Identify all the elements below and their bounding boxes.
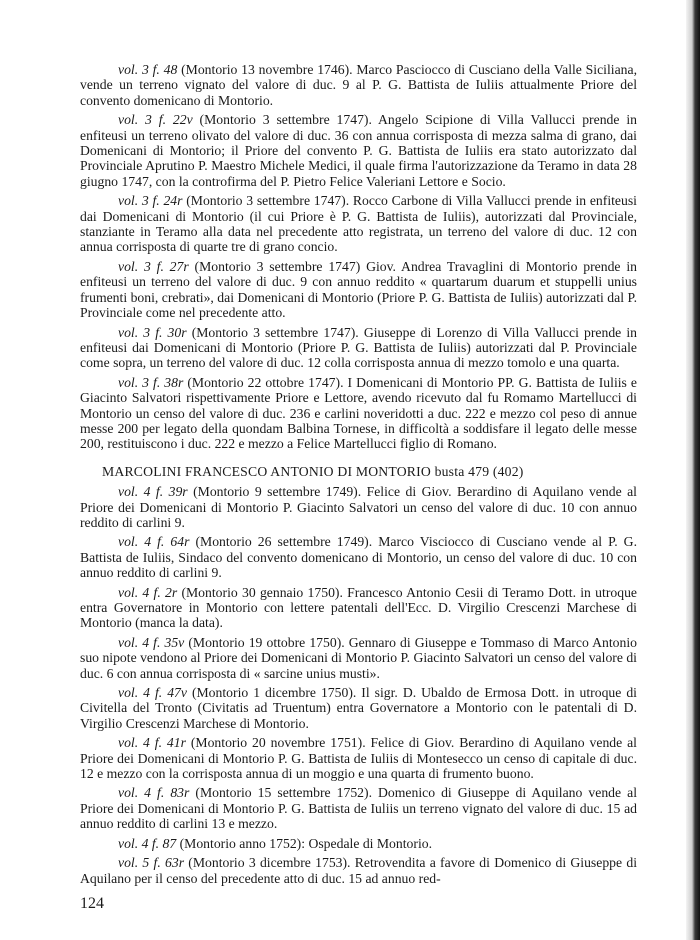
page-number: 124 [80, 895, 104, 912]
entry-text: (Montorio 20 novembre 1751). Felice di Giov. Berardino di Aquilano vende al Priore dei Domenicani di Montorio P. G. Battista de Iuliis di Montesecco un censo di capitale di duc. 12 e mezzo con la corrisposta annua di un moggio e una quarta di frumento buono. [80, 735, 637, 782]
archive-entry [80, 735, 637, 781]
entry-reference: vol. 3 f. 22v [118, 112, 193, 128]
entry-reference: vol. 4 f. 64r [118, 534, 190, 550]
entry-reference: vol. 4 f. 35v [118, 634, 185, 650]
entry-reference: vol. 3 f. 24r [118, 193, 183, 209]
archive-entry [80, 855, 637, 886]
entry-reference: vol. 3 f. 48 [118, 62, 178, 77]
archive-entry [80, 325, 637, 371]
archive-entry [80, 375, 637, 452]
entry-text: (Montorio 3 settembre 1747) Giov. Andrea Travaglini di Montorio prende in enfiteusi un terreno del valore di duc. 9 con annuo reddito « quartarum duarum et stuppelli unius frumenti boni, crebrati», dai Domenicani di Montorio (Priore P. G. Battista de Iuliis) autorizzati dal P. Provinciale come nel precedente atto. [80, 258, 637, 321]
archive-entry [80, 836, 637, 851]
entries-before [80, 62, 637, 452]
binding-edge [686, 0, 700, 940]
entry-text: (Montorio 26 settembre 1749). Marco Visciocco di Cusciano vende al P. G. Battista de Iuliis, Sindaco del convento domenicano di Montorio, un censo del valore di duc. 10 con annuo reddito di carlini 9. [80, 534, 637, 581]
entry-reference: vol. 4 f. 87 [118, 835, 177, 851]
archive-entry [80, 259, 637, 321]
entry-text: (Montorio 3 settembre 1747). Rocco Carbone di Villa Vallucci prende in enfiteusi dai Domenicani di Montorio (il cui Priore è P. G. Battista de Iuliis), autorizzati dal Provinciale, stanziante in Teramo alla data nel precedente atto registrata, un terreno del valore di duc. 12 con annua corrisposta di quarte tre di grano concio. [80, 193, 637, 255]
archive-entry [80, 112, 637, 189]
archive-entry [80, 193, 637, 255]
entry-text: (Montorio 13 novembre 1746). Marco Pasciocco di Cusciano della Valle Siciliana, vende un terreno vignato del valore di duc. 9 al P. G. Battista de Iuliis attualmente Priore del convento domenicano di Montorio. [80, 62, 637, 108]
entry-text: (Montorio 1 dicembre 1750). Il sigr. D. Ubaldo de Ermosa Dott. in utroque di Civitella del Tronto (Civitatis ad Truentum) entra Governatore a Montorio con le patentali di D. Virgilio Crescenzi Marchese di Montorio. [80, 685, 637, 731]
entry-reference: vol. 3 f. 27r [118, 258, 189, 274]
section-heading: MARCOLINI FRANCESCO ANTONIO DI MONTORIO busta 479 (402) [102, 463, 524, 479]
entry-text: (Montorio 22 ottobre 1747). I Domenicani di Montorio PP. G. Battista de Iuliis e Giacinto Salvatori rispettivamente Priore e Lettore, avendo ricevuto dal fu Romamo Martellucci di Montorio un censo del valore di duc. 236 e carlini noveridotti a duc. 222 e mezzo col peso di annue messe 200 per legato della quondam Balbina Tornese, in difficoltà a soddisfare il legato delle messe 200, restituiscono i duc. 222 e mezzo a Felice Martellucci figlio di Romano. [80, 374, 637, 452]
entries-after [80, 484, 637, 886]
archive-entry [80, 62, 637, 108]
entry-reference: vol. 4 f. 41r [118, 735, 186, 751]
archive-entry [80, 534, 637, 580]
entry-text: (Montorio 3 settembre 1747). Angelo Scipione di Villa Vallucci prende in enfiteusi un terreno olivato del valore di duc. 36 con annua corrisposta di mezza salma di grano, dai Domenicani di Montorio; il Priore del convento P. G. Battista de Iuliis era stato autorizzato dal Provinciale Aprutino P. Maestro Michele Medici, il quale firma l'autorizzazione da Teramo in data 28 giugno 1747, con la controfirma del P. Pietro Felice Valeriani Lettore e Socio. [80, 112, 637, 189]
entry-reference: vol. 4 f. 83r [118, 785, 190, 801]
document-body [80, 62, 637, 890]
archive-entry [80, 685, 637, 731]
entry-reference: vol. 5 f. 63r [118, 855, 185, 871]
entry-reference: vol. 3 f. 30r [118, 324, 187, 340]
entry-reference: vol. 4 f. 2r [118, 584, 178, 600]
entry-text: (Montorio 30 gennaio 1750). Francesco Antonio Cesii di Teramo Dott. in utroque entra Governatore in Montorio con lettere patentali dell'Ecc. D. Virgilio Crescenzi Marchese di Montorio (manca la data). [80, 584, 637, 631]
archive-entry [80, 484, 637, 530]
entry-text: (Montorio anno 1752): Ospedale di Montorio. [176, 835, 433, 851]
entry-reference: vol. 4 f. 47v [118, 685, 187, 701]
entry-text: (Montorio 3 settembre 1747). Giuseppe di Lorenzo di Villa Vallucci prende in enfiteusi dai Domenicani di Montorio (Priore P. G. Battista de Iuliis) autorizzati dal P. Provinciale come sopra, un terreno del valore di duc. 12 colla corrisposta annua di mezzo tomolo e una quarta. [80, 324, 637, 371]
archive-entry [80, 785, 637, 831]
entry-text: (Montorio 19 ottobre 1750). Gennaro di Giuseppe e Tommaso di Marco Antonio suo nipote vendono al Priore dei Domenicani di Montorio P. Giacinto Salvatori un censo del valore di duc. 6 con annua corrisposta di « sarcine unius musti». [80, 634, 637, 681]
archive-entry [80, 585, 637, 631]
entry-text: (Montorio 3 dicembre 1753). Retrovendita a favore di Domenico di Giuseppe di Aquilano per il censo del precedente atto di duc. 15 ad annuo red- [80, 855, 637, 886]
entry-text: (Montorio 15 settembre 1752). Domenico di Giuseppe di Aquilano vende al Priore dei Domenicani di Montorio P. G. Battista de Iuliis un terreno vignato del valore di duc. 15 ad annuo reddito di carlini 13 e mezzo. [80, 785, 638, 832]
entry-text: (Montorio 9 settembre 1749). Felice di Giov. Berardino di Aquilano vende al Priore dei Domenicani di Montorio P. Giacinto Salvatori un censo del valore di duc. 10 con annuo reddito di carlini 9. [80, 484, 637, 530]
entry-reference: vol. 4 f. 39r [118, 484, 188, 500]
entry-reference: vol. 3 f. 38r [118, 374, 184, 390]
archive-entry [80, 635, 637, 681]
